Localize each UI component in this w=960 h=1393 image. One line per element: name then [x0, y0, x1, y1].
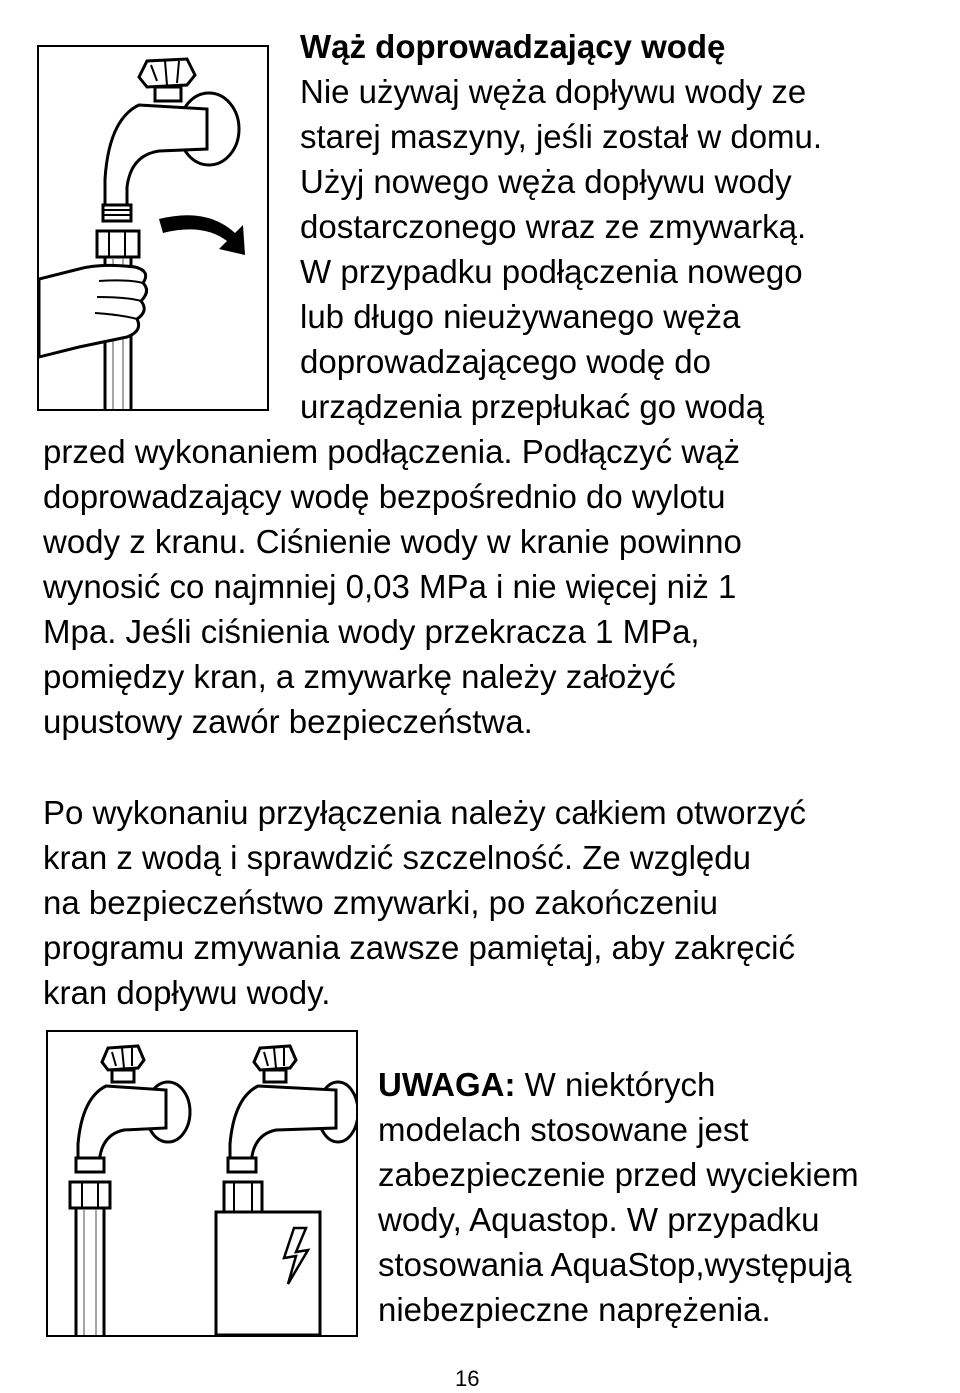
warning-label: UWAGA: — [378, 1066, 516, 1103]
tap-aquastop-icon — [216, 1046, 356, 1335]
warning-text: W niektórych — [515, 1066, 716, 1103]
body-line: kran dopływu wody. — [43, 974, 331, 1011]
body-line: wody z kranu. Ciśnienie wody w kranie powinno — [43, 523, 742, 560]
body-line: Po wykonaniu przyłączenia należy całkiem otworzyć — [43, 794, 806, 831]
warning-line: zabezpieczenie przed wyciekiem — [378, 1156, 859, 1193]
hose-connection-illustration — [37, 45, 269, 411]
warning-line: stosowania AquaStop,występują — [378, 1246, 852, 1283]
section-title: Wąż doprowadzający wodę — [300, 28, 726, 65]
body-line: przed wykonaniem podłączenia. Podłączyć wąż — [43, 433, 741, 470]
warning-line: modelach stosowane jest — [378, 1111, 749, 1148]
tap-hand-icon — [39, 47, 267, 409]
body-line: na bezpieczeństwo zmywarki, po zakończeniu — [43, 884, 719, 921]
page-number: 16 — [455, 1366, 480, 1391]
body-line: Użyj nowego węża dopływu wody — [300, 163, 792, 200]
body-line: W przypadku podłączenia nowego — [300, 253, 803, 290]
warning-line — [378, 1062, 715, 1107]
body-line: Nie używaj węża dopływu wody ze — [300, 73, 807, 110]
body-line: programu zmywania zawsze pamiętaj, aby zakręcić — [43, 929, 795, 966]
body-line: pomiędzy kran, a zmywarkę należy założyć — [43, 658, 676, 695]
body-line: Mpa. Jeśli ciśnienia wody przekracza 1 MPa, — [43, 613, 700, 650]
body-line: upustowy zawór bezpieczeństwa. — [43, 703, 533, 740]
body-line: doprowadzającego wodę do — [300, 343, 711, 380]
body-line: urządzenia przepłukać go wodą — [300, 388, 765, 425]
warning-line: wody, Aquastop. W przypadku — [378, 1201, 820, 1238]
tap-hose-icon — [70, 1046, 190, 1335]
body-line: dostarczonego wraz ze zmywarką. — [300, 208, 807, 245]
body-line: starej maszyny, jeśli został w domu. — [300, 118, 823, 155]
body-line: doprowadzający wodę bezpośrednio do wylotu — [43, 478, 726, 515]
aquastop-illustration — [46, 1030, 358, 1337]
warning-line: niebezpieczne naprężenia. — [378, 1291, 771, 1328]
body-line: lub długo nieużywanego węża — [300, 298, 741, 335]
body-line: wynosić co najmniej 0,03 MPa i nie więcej niż 1 — [43, 568, 737, 605]
body-line: kran z wodą i sprawdzić szczelność. Ze względu — [43, 839, 751, 876]
